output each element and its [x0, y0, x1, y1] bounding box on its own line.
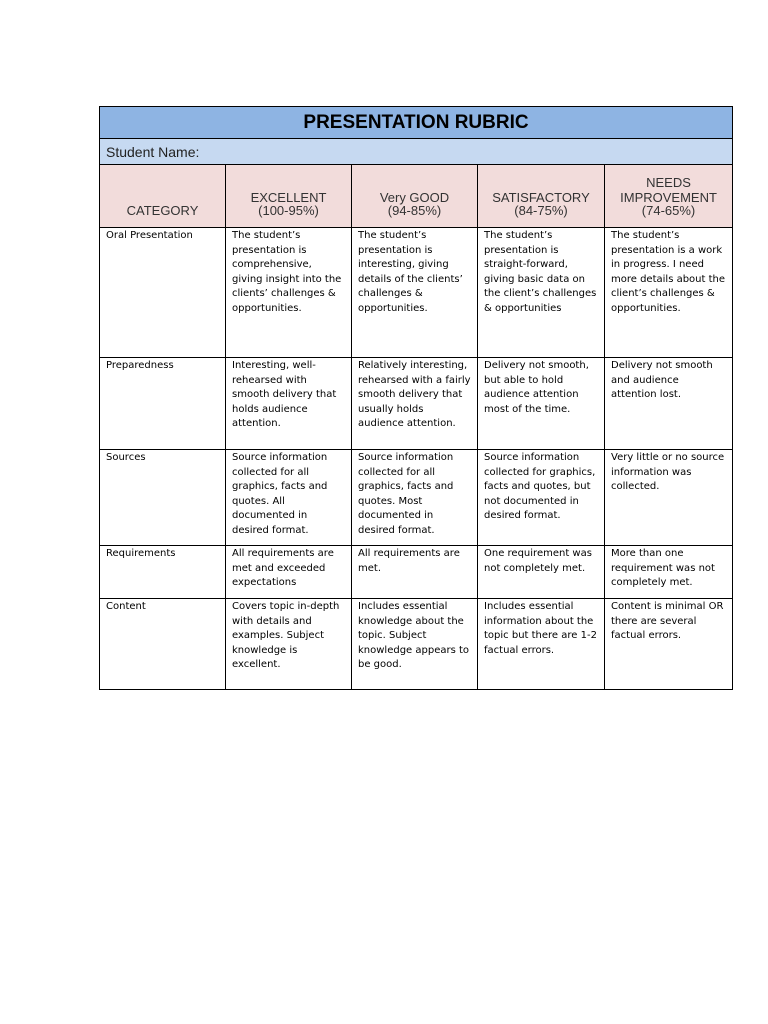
header-category-label: CATEGORY [126, 203, 199, 218]
header-level-needs-improvement [605, 165, 733, 228]
rubric-cell: Delivery not smooth, but able to hold audience attention most of the time. [478, 358, 605, 450]
rubric-cell: Covers topic in-depth with details and examples. Subject knowledge is excellent. [226, 599, 352, 690]
rubric-cell: Relatively interesting, rehearsed with a fairly smooth delivery that usually holds audience attention. [352, 358, 478, 450]
table-row [100, 228, 733, 358]
level-name: EXCELLENT [250, 190, 327, 205]
rubric-cell: Interesting, well-rehearsed with smooth delivery that holds audience attention. [226, 358, 352, 450]
header-category-cell [100, 165, 226, 228]
level-name: SATISFACTORY [492, 190, 590, 205]
rubric-cell: Source information collected for graphics, facts and quotes, but not documented in desired format. [478, 450, 605, 546]
row-category: Oral Presentation [100, 228, 226, 358]
level-range: (100-95%) [258, 203, 319, 218]
rubric-cell: Includes essential knowledge about the topic. Subject knowledge appears to be good. [352, 599, 478, 690]
level-name: Very GOOD [379, 190, 450, 205]
rubric-cell: Very little or no source information was collected. [605, 450, 733, 546]
rubric-cell: Source information collected for all graphics, facts and quotes. All documented in desired format. [226, 450, 352, 546]
rubric-cell: The student’s presentation is interesting, giving details of the clients’ challenges & opportunities. [352, 228, 478, 358]
table-row [100, 599, 733, 690]
rubric-cell: Includes essential information about the topic but there are 1-2 factual errors. [478, 599, 605, 690]
table-row [100, 358, 733, 450]
header-row [100, 165, 733, 228]
rubric-cell: The student’s presentation is straight-forward, giving basic data on the client’s challenges & opportunities [478, 228, 605, 358]
header-level-excellent [226, 165, 352, 228]
table-row [100, 546, 733, 599]
header-level-satisfactory [478, 165, 605, 228]
row-category: Content [100, 599, 226, 690]
rubric-cell: One requirement was not completely met. [478, 546, 605, 599]
rubric-title: PRESENTATION RUBRIC [100, 107, 733, 139]
rubric-cell: All requirements are met. [352, 546, 478, 599]
rubric-cell: All requirements are met and exceeded expectations [226, 546, 352, 599]
rubric-cell: More than one requirement was not completely met. [605, 546, 733, 599]
student-name-label: Student Name: [100, 139, 733, 165]
row-category: Requirements [100, 546, 226, 599]
level-range: (94-85%) [387, 203, 442, 218]
header-level-very-good [352, 165, 478, 228]
level-name: NEEDS IMPROVEMENT [620, 175, 717, 205]
table-row [100, 450, 733, 546]
row-category: Sources [100, 450, 226, 546]
rubric-cell: Source information collected for all graphics, facts and quotes. Most documented in desired format. [352, 450, 478, 546]
rubric-table [99, 106, 733, 690]
level-range: (84-75%) [514, 203, 568, 218]
rubric-cell: Content is minimal OR there are several factual errors. [605, 599, 733, 690]
row-category: Preparedness [100, 358, 226, 450]
level-range: (74-65%) [641, 203, 696, 218]
rubric-cell: The student’s presentation is comprehensive, giving insight into the clients’ challenges & opportunities. [226, 228, 352, 358]
rubric-cell: The student’s presentation is a work in progress. I need more details about the client’s challenges & opportunities. [605, 228, 733, 358]
rubric-cell: Delivery not smooth and audience attention lost. [605, 358, 733, 450]
